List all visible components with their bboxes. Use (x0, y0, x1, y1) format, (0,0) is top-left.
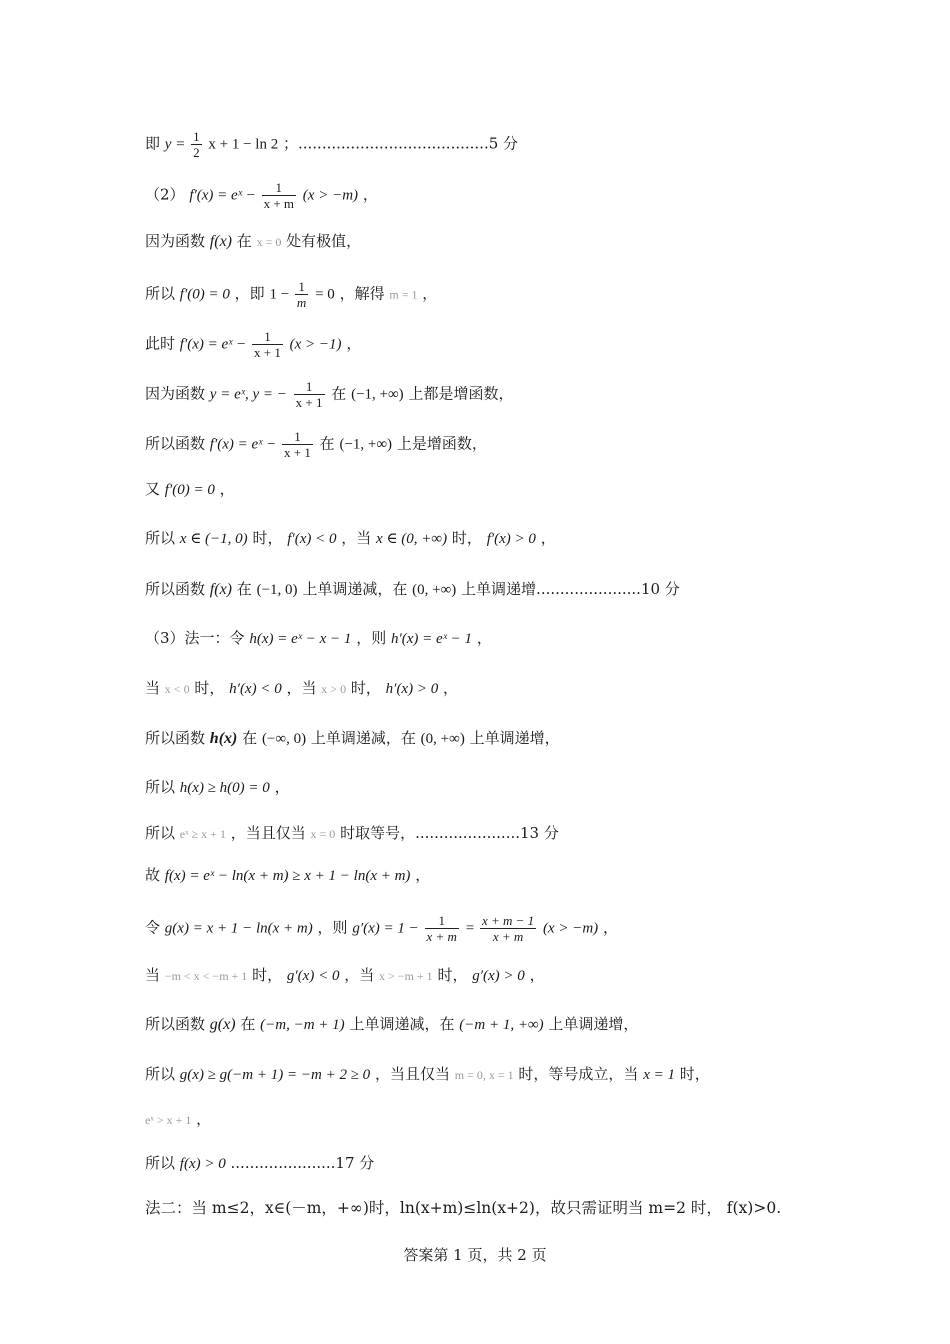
text: 当 (145, 679, 161, 697)
text: ， (529, 966, 545, 984)
text: 法二：当 m≤2，x∈(－m，+∞)时，ln(x+m)≤ln(x+2)，故只需证明当 m=2 时， f(x)>0. (145, 1199, 782, 1217)
math: h′(x) = eˣ − 1 (390, 631, 473, 647)
math-faint: m = 0, x = 1 (454, 1068, 514, 1082)
math: y = eˣ, y = − (209, 386, 287, 403)
fraction-numerator: x + m − 1 (481, 913, 535, 928)
text: 上单调递减，在 (302, 580, 408, 598)
text: 所以 (145, 529, 176, 547)
text: ，当 (341, 529, 372, 547)
math: f(x) (209, 233, 232, 250)
text: ， (274, 778, 290, 796)
text: 因为函数 (145, 232, 206, 250)
text: 在 (236, 232, 252, 250)
text: 所以函数 (145, 1015, 206, 1033)
text: ， (219, 480, 235, 498)
line-5 (145, 329, 910, 360)
text: 所以 (145, 1065, 176, 1083)
fraction-denominator: x + m (263, 196, 295, 211)
math-faint: −m < x < −m + 1 (164, 969, 248, 983)
text: 所以 (145, 824, 176, 842)
math: (0, +∞) (420, 731, 465, 747)
text: 时取等号，......................13 分 (340, 824, 559, 842)
text: ， (415, 866, 431, 884)
math-faint: x = 0 (256, 235, 282, 249)
text: 上是增函数， (396, 434, 487, 453)
math: 1 − (269, 286, 293, 303)
text: 时， (252, 966, 283, 984)
text: （3）法一：令 (145, 629, 245, 647)
math-faint: x = 0 (310, 827, 336, 841)
line-9 (145, 527, 910, 550)
math: h(x) ≥ h(0) = 0 (179, 780, 270, 796)
line-7 (145, 429, 910, 460)
line-21 (145, 1108, 910, 1131)
text: ， (422, 284, 438, 303)
fraction-numerator: 1 (252, 329, 283, 345)
fraction (252, 329, 283, 360)
text: ，当 (286, 679, 317, 697)
text: ，即 (234, 284, 265, 303)
text: 在 (242, 729, 258, 747)
text: ，则 (356, 629, 387, 647)
line-17 (145, 913, 910, 944)
text: 上单调递增， (469, 729, 560, 747)
math: h′(x) > 0 (385, 681, 439, 697)
math: f′(x) > 0 (486, 531, 536, 547)
text: 在 (331, 384, 347, 403)
math: f(x) > 0 (179, 1156, 226, 1172)
math: f(x) = eˣ − ln(x + m) ≥ x + 1 − ln(x + m) (164, 868, 411, 884)
text: 又 (145, 480, 161, 498)
text: ， (443, 679, 459, 697)
line-15 (145, 822, 910, 845)
math: = 0 (315, 286, 335, 303)
line-16 (145, 864, 910, 887)
text: ，则 (317, 918, 348, 937)
math: x = 1 (643, 1067, 675, 1083)
math: x ∈ (−1, 0) (179, 531, 248, 547)
text: 时， (437, 966, 468, 984)
fraction-numerator: 1 (294, 379, 325, 395)
fraction-denominator: x + 1 (254, 345, 281, 360)
math: = (465, 920, 478, 937)
text: ，当 (344, 966, 375, 984)
math: f(x) (209, 581, 232, 598)
text: ， (196, 1110, 212, 1128)
line-19 (145, 1013, 910, 1036)
text: ， (476, 629, 492, 647)
text: ......................17 分 (230, 1154, 375, 1172)
text: 所以函数 (145, 580, 206, 598)
line-3 (145, 230, 910, 253)
math: (−1, 0) (256, 582, 298, 598)
math: f′(0) = 0 (164, 482, 215, 498)
text: 所以 (145, 284, 176, 303)
fraction-numerator: 1 (425, 913, 459, 929)
fraction-numerator: 1 (193, 129, 200, 144)
line-23 (145, 1197, 910, 1219)
line-8 (145, 478, 910, 501)
text: 在 (236, 580, 252, 598)
math: x ∈ (0, +∞) (376, 531, 448, 547)
math: (x > −m) (542, 920, 599, 937)
math: (−m + 1, +∞) (459, 1017, 544, 1033)
page-footer: 答案第 1 页，共 2 页 (403, 1246, 547, 1264)
text: 在 (240, 1015, 256, 1033)
fraction-denominator: 2 (193, 145, 200, 160)
fraction (262, 180, 296, 211)
line-2 (145, 180, 910, 211)
text: 因为函数 (145, 384, 206, 403)
text: ， (602, 918, 618, 937)
line-14 (145, 776, 910, 799)
line-6 (145, 379, 910, 410)
line-11 (145, 627, 910, 650)
line-13 (145, 727, 910, 750)
text: ，解得 (339, 284, 385, 303)
math: (−∞, 0) (261, 731, 307, 747)
fraction-denominator: m (296, 295, 307, 310)
fraction-numerator: 1 (295, 279, 308, 295)
math-faint: x > 0 (321, 682, 347, 696)
line-12 (145, 677, 910, 700)
text: ；........................................5 分 (282, 134, 519, 153)
text: 此时 (145, 334, 176, 353)
math: f′(0) = 0 (179, 286, 230, 303)
math: h′(x) < 0 (229, 681, 282, 697)
text: 所以函数 (145, 729, 206, 747)
fraction (480, 913, 536, 944)
text: 时， (194, 679, 225, 697)
line-22 (145, 1152, 910, 1175)
text: 即 (145, 134, 161, 153)
fraction-numerator: 1 (262, 180, 296, 196)
text: 时， (252, 529, 283, 547)
text: 在 (319, 434, 335, 453)
math: y = (164, 136, 190, 153)
fraction-denominator: x + m (426, 929, 457, 944)
text: 时，等号成立，当 (518, 1065, 639, 1083)
math: g′(x) < 0 (286, 968, 340, 984)
math: f′(x) < 0 (287, 531, 337, 547)
text: 上都是增函数， (408, 384, 514, 403)
text: 处有极值， (286, 232, 362, 250)
math-faint: eˣ > x + 1 (145, 1113, 192, 1127)
math: h(x) (209, 730, 238, 747)
fraction (191, 129, 202, 160)
math: (0, +∞) (412, 582, 457, 598)
fraction-numerator: 1 (282, 429, 313, 445)
text: 所以 (145, 1154, 176, 1172)
fraction-denominator: x + 1 (284, 445, 311, 460)
math: g(x) (209, 1016, 236, 1033)
fraction (294, 379, 325, 410)
fraction (425, 913, 459, 944)
text: ，当且仅当 (230, 824, 306, 842)
text: ， (362, 185, 378, 204)
line-20 (145, 1063, 910, 1086)
math: (−m, −m + 1) (260, 1017, 345, 1033)
text: 上单调递增， (548, 1015, 639, 1033)
math: (−1, +∞) (339, 436, 393, 453)
math: g′(x) > 0 (472, 968, 525, 984)
math: f′(x) = eˣ − (209, 436, 281, 453)
line-4 (145, 279, 910, 310)
math: (−1, +∞) (351, 386, 404, 403)
text: 上单调递增......................10 分 (461, 580, 680, 598)
fraction (282, 429, 313, 460)
text: 时， (451, 529, 482, 547)
text: ， (346, 334, 362, 353)
text: 时， (350, 679, 381, 697)
text: ， (540, 529, 556, 547)
text: （2） (145, 185, 185, 204)
line-18 (145, 964, 910, 987)
text: 故 (145, 866, 161, 884)
text: 上单调递减，在 (349, 1015, 455, 1033)
fraction-denominator: x + 1 (295, 395, 323, 410)
math: x + 1 − ln 2 (208, 136, 279, 153)
math-faint: x > −m + 1 (379, 969, 433, 983)
text: ，当且仅当 (374, 1065, 450, 1083)
math: g′(x) = 1 − (352, 920, 423, 937)
math: f′(x) = eˣ − (189, 187, 260, 204)
math: (x > −m) (302, 187, 359, 204)
math-faint: x < 0 (164, 682, 190, 696)
math-faint: m = 1 (389, 287, 418, 302)
text: 所以函数 (145, 434, 206, 453)
text: 令 (145, 918, 161, 937)
math: g(x) = x + 1 − ln(x + m) (164, 920, 313, 937)
line-10 (145, 578, 910, 601)
math: (x > −1) (289, 336, 342, 353)
math: f′(x) = eˣ − (179, 336, 251, 353)
text: 所以 (145, 778, 176, 796)
math: g(x) ≥ g(−m + 1) = −m + 2 ≥ 0 (179, 1067, 371, 1083)
text: 时， (679, 1065, 710, 1083)
math: h(x) = eˣ − x − 1 (249, 631, 352, 647)
fraction-denominator: x + m (492, 929, 524, 944)
line-1 (145, 129, 910, 160)
math-faint: eˣ ≥ x + 1 (179, 827, 226, 841)
text: 当 (145, 966, 161, 984)
text: 上单调递减，在 (310, 729, 416, 747)
fraction (295, 279, 308, 310)
